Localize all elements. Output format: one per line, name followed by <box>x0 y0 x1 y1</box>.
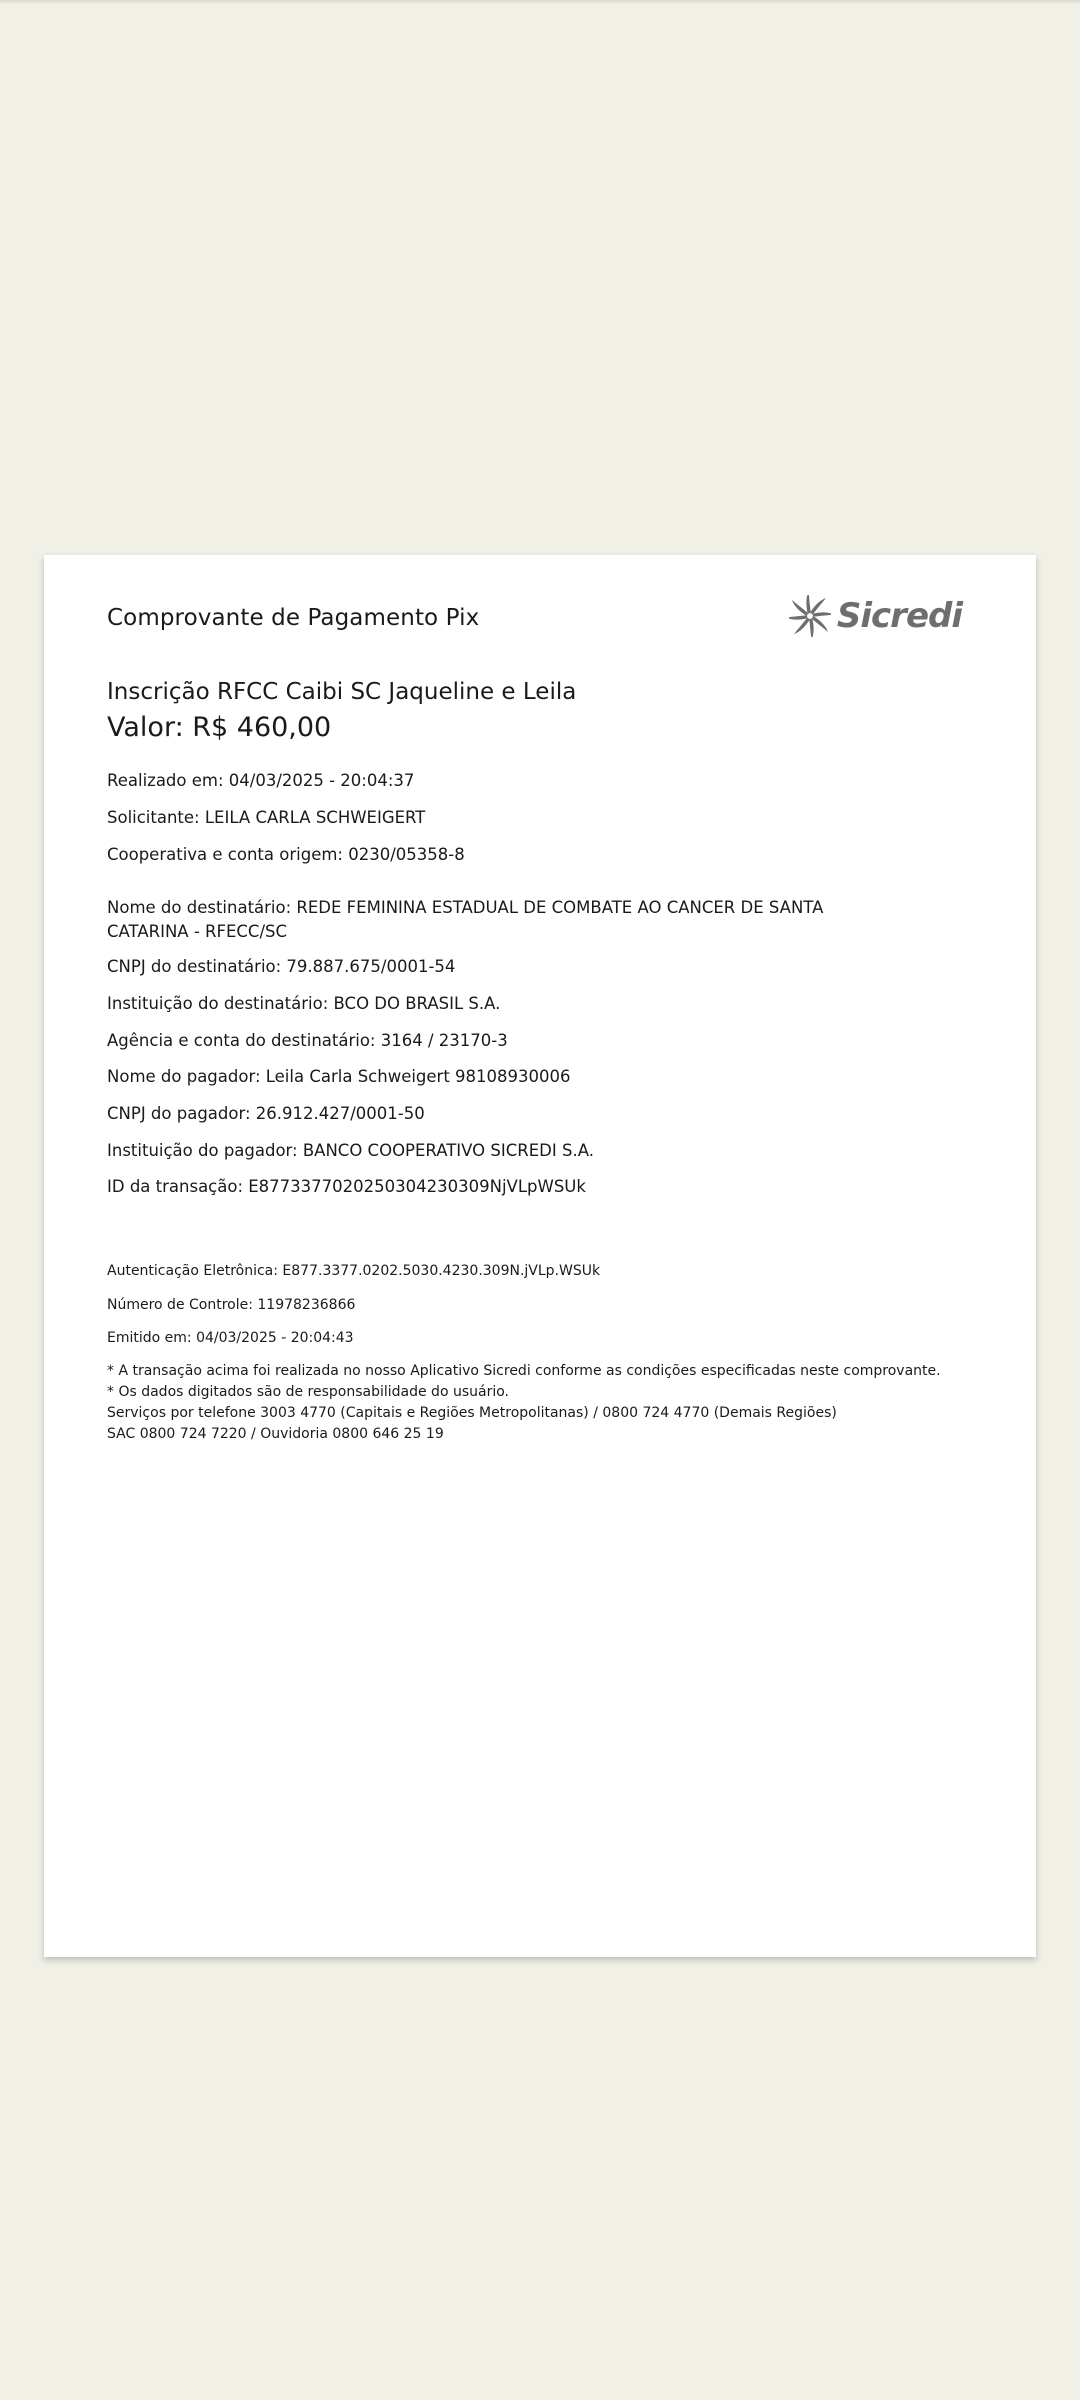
realizado-em: Realizado em: 04/03/2025 - 20:04:37 <box>107 771 415 790</box>
sicredi-wordmark: Sicredi <box>836 596 962 636</box>
receipt-title: Comprovante de Pagamento Pix <box>107 605 480 631</box>
numero-controle: Número de Controle: 11978236866 <box>107 1297 356 1313</box>
autenticacao-eletronica: Autenticação Eletrônica: E877.3377.0202.5030.4230.309N.jVLp.WSUk <box>107 1263 601 1279</box>
solicitante: Solicitante: LEILA CARLA SCHWEIGERT <box>107 808 426 827</box>
cnpj-pagador: CNPJ do pagador: 26.912.427/0001-50 <box>107 1104 425 1123</box>
sicredi-pinwheel-icon <box>789 595 831 637</box>
payment-value: Valor: R$ 460,00 <box>107 712 332 743</box>
note-line: SAC 0800 724 7220 / Ouvidoria 0800 646 25 19 <box>107 1426 444 1442</box>
cnpj-destinatario: CNPJ do destinatário: 79.887.675/0001-54 <box>107 957 456 976</box>
instituicao-destinatario: Instituição do destinatário: BCO DO BRASIL S.A. <box>107 994 501 1013</box>
cooperativa-conta-origem: Cooperativa e conta origem: 0230/05358-8 <box>107 845 465 864</box>
sicredi-logo <box>789 595 962 637</box>
instituicao-pagador: Instituição do pagador: BANCO COOPERATIVO SICREDI S.A. <box>107 1141 594 1160</box>
receipt-sheet <box>44 555 1036 1957</box>
agencia-conta-destinatario: Agência e conta do destinatário: 3164 / 23170-3 <box>107 1031 508 1050</box>
emitido-em: Emitido em: 04/03/2025 - 20:04:43 <box>107 1330 354 1346</box>
nome-destinatario: Nome do destinatário: REDE FEMININA ESTADUAL DE COMBATE AO CANCER DE SANTA CATARINA - RFECC/SC <box>107 898 824 941</box>
note-line: * A transação acima foi realizada no nosso Aplicativo Sicredi conforme as condições especificadas neste comprovante. <box>107 1363 941 1379</box>
top-shadow <box>0 0 1080 4</box>
payment-description: Inscrição RFCC Caibi SC Jaqueline e Leila <box>107 679 577 705</box>
note-line: * Os dados digitados são de responsabilidade do usuário. <box>107 1384 509 1400</box>
nome-pagador: Nome do pagador: Leila Carla Schweigert 98108930006 <box>107 1067 571 1086</box>
footer-notes <box>107 1361 987 1445</box>
id-transacao: ID da transação: E87733770202503042303​09NjVLpWSUk <box>107 1177 586 1196</box>
note-line: Serviços por telefone 3003 4770 (Capitais e Regiões Metropolitanas) / 0800 724 4770 (Demais Regiões) <box>107 1405 837 1421</box>
